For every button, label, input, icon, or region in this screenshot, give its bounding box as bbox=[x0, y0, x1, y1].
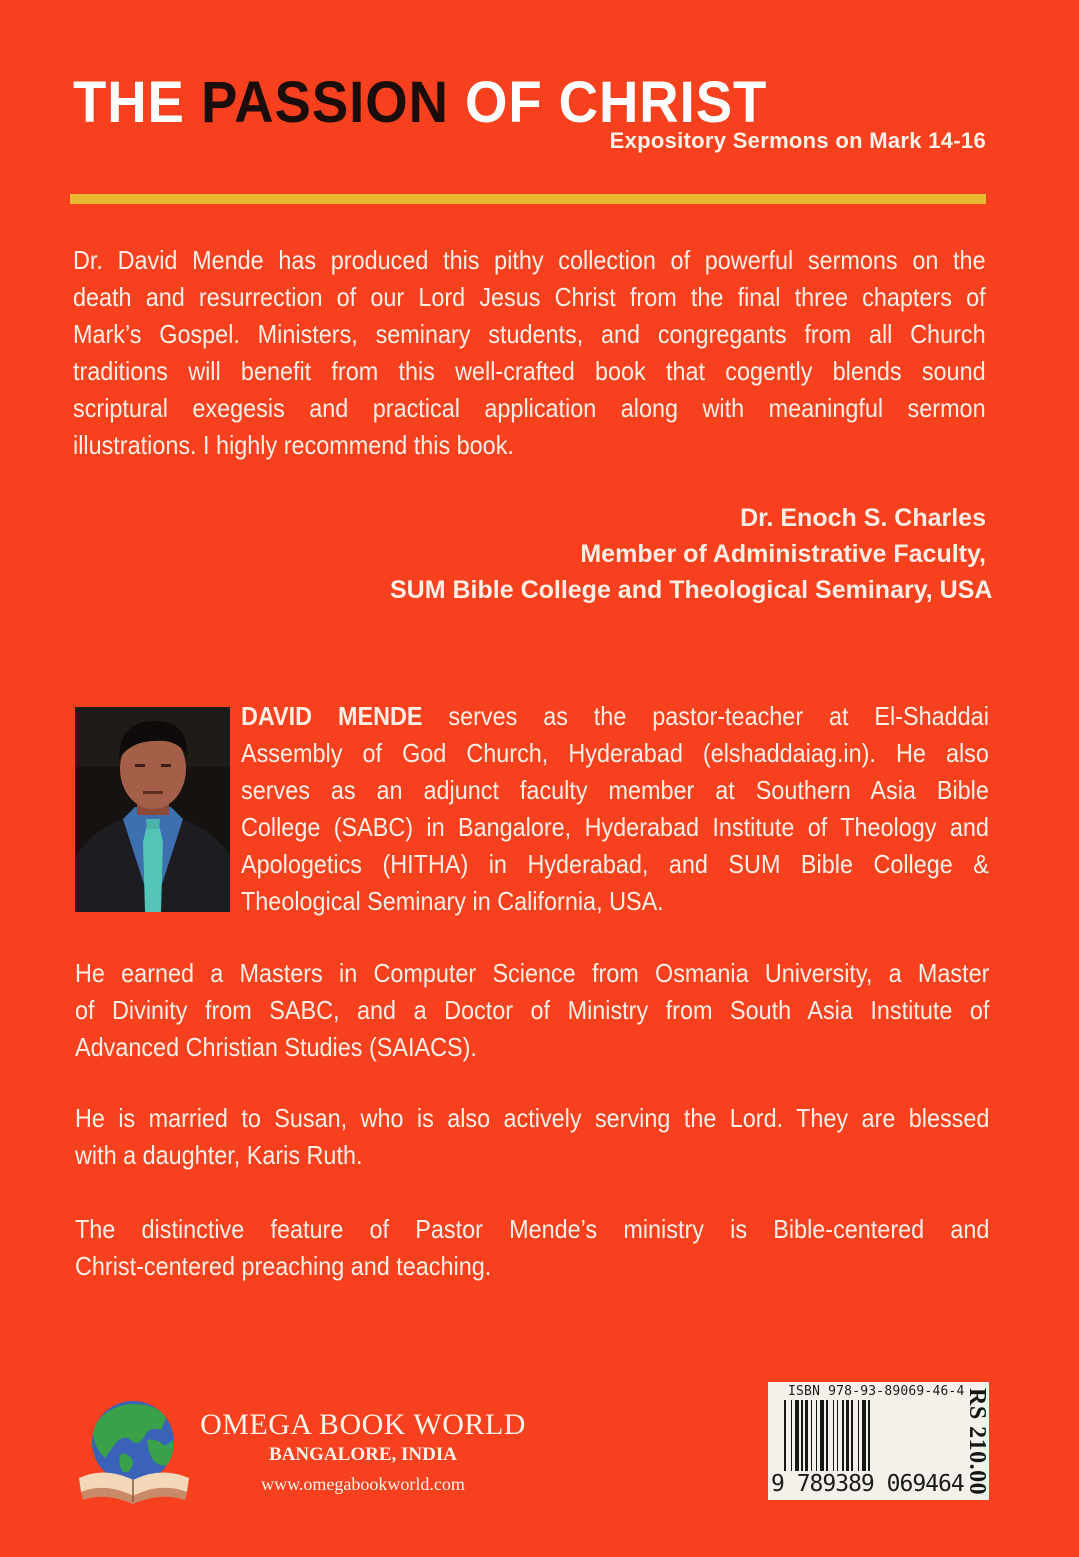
publisher-website[interactable]: www.omegabookworld.com bbox=[261, 1474, 465, 1494]
isbn-barcode bbox=[768, 1382, 989, 1500]
barcode-bar bbox=[862, 1400, 866, 1472]
bio-line-text: serves as the pastor-teacher at El-Shaddai bbox=[422, 701, 989, 731]
endorsement-line: death and resurrection of our Lord Jesus Christ from the final three chapters of bbox=[73, 282, 986, 312]
endorser-name: Dr. Enoch S. Charles bbox=[740, 504, 986, 532]
author-portrait-icon bbox=[75, 707, 230, 912]
bio-line bbox=[241, 698, 989, 735]
author-bio-paragraph-1 bbox=[241, 698, 989, 920]
title-word-passion: PASSION bbox=[200, 70, 449, 135]
bio-line: The distinctive feature of Pastor Mende’s ministry is Bible-centered and bbox=[75, 1214, 990, 1244]
bio-line: Christ-centered preaching and teaching. bbox=[75, 1251, 492, 1281]
book-title bbox=[73, 72, 767, 134]
book-subtitle: Expository Sermons on Mark 14-16 bbox=[609, 128, 986, 153]
globe-on-open-book-icon bbox=[75, 1400, 193, 1504]
barcode-bar bbox=[805, 1400, 808, 1472]
barcode-bar bbox=[791, 1400, 792, 1472]
barcode-bar bbox=[851, 1400, 853, 1472]
barcode-bar bbox=[842, 1400, 844, 1472]
endorsement-line: traditions will benefit from this well-crafted book that cogently blends sound bbox=[73, 356, 986, 386]
bio-line: College (SABC) in Bangalore, Hyderabad Institute of Theology and bbox=[241, 812, 989, 842]
bio-line: Theological Seminary in California, USA. bbox=[241, 886, 664, 916]
isbn-label: ISBN 978-93-89069-46-4 bbox=[788, 1384, 965, 1399]
endorsement-attribution bbox=[390, 500, 993, 608]
bio-line: He earned a Masters in Computer Science from Osmania University, a Master bbox=[75, 958, 990, 988]
endorser-role: Member of Administrative Faculty, bbox=[580, 540, 986, 568]
author-bio-paragraph-3 bbox=[75, 1100, 989, 1174]
barcode-bar bbox=[795, 1400, 799, 1472]
bio-line: of Divinity from SABC, and a Doctor of Ministry from South Asia Institute of bbox=[75, 995, 990, 1025]
bio-line: Apologetics (HITHA) in Hyderabad, and SUM Bible College & bbox=[241, 849, 989, 879]
bio-line: He is married to Susan, who is also actively serving the Lord. They are blessed bbox=[75, 1103, 990, 1133]
title-word-the: THE bbox=[73, 70, 185, 135]
author-bio-paragraph-4 bbox=[75, 1211, 989, 1285]
accent-rule bbox=[70, 194, 986, 204]
publisher-location: BANGALORE, INDIA bbox=[269, 1444, 457, 1465]
author-photo bbox=[75, 707, 230, 912]
bio-line: with a daughter, Karis Ruth. bbox=[75, 1140, 363, 1170]
ean-digits: 9 789389 069464 bbox=[771, 1471, 964, 1497]
endorsement-line: Mark’s Gospel. Ministers, seminary students, and congregants from all Church bbox=[73, 319, 986, 349]
barcode-bar bbox=[868, 1400, 870, 1480]
barcode-bar bbox=[801, 1400, 803, 1472]
barcode-bar bbox=[858, 1400, 859, 1472]
endorsement-line: illustrations. I highly recommend this book. bbox=[73, 430, 514, 460]
price-label: RS 210.00 bbox=[964, 1388, 990, 1496]
bio-line: Assembly of God Church, Hyderabad (elshaddaiag.in). He also bbox=[241, 738, 989, 768]
barcode-bar bbox=[816, 1400, 817, 1472]
barcode-bar bbox=[784, 1400, 786, 1480]
author-name: DAVID MENDE bbox=[241, 701, 423, 731]
endorsement-text bbox=[73, 242, 986, 464]
publisher-name: OMEGA BOOK WORLD bbox=[200, 1408, 526, 1441]
endorser-institution: SUM Bible College and Theological Seminary, USA bbox=[390, 576, 993, 604]
barcode-bar bbox=[820, 1400, 824, 1472]
bio-line: Advanced Christian Studies (SAIACS). bbox=[75, 1032, 477, 1062]
publisher-logo bbox=[75, 1400, 193, 1504]
barcode-bar bbox=[837, 1400, 838, 1472]
barcode-bar bbox=[826, 1400, 828, 1472]
barcode-bars bbox=[784, 1400, 952, 1480]
endorsement-line: Dr. David Mende has produced this pithy collection of powerful sermons on the bbox=[73, 245, 986, 275]
author-bio-paragraph-2 bbox=[75, 955, 989, 1066]
endorsement-line: scriptural exegesis and practical application along with meaningful sermon bbox=[73, 393, 986, 423]
barcode-bar bbox=[846, 1400, 849, 1472]
barcode-bar bbox=[811, 1400, 812, 1472]
title-word-of-christ: OF CHRIST bbox=[464, 70, 768, 135]
bio-line: serves as an adjunct faculty member at Southern Asia Bible bbox=[241, 775, 989, 805]
barcode-bar bbox=[833, 1400, 834, 1472]
